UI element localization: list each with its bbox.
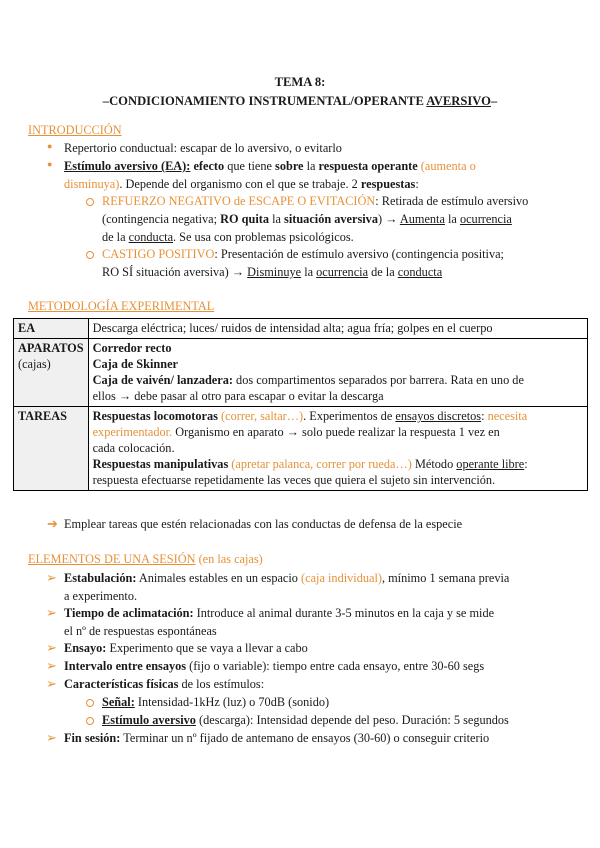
table-row: [14, 339, 588, 407]
intro-sub-2-cont: RO SÍ situación aversiva) → Disminuye la ocurrencia de la conducta: [102, 265, 443, 279]
session-item-4: Intervalo entre ensayos (fijo o variable): tiempo entre cada ensayo, entre 30-60 segs: [64, 659, 485, 673]
aparatos-item-1: Corredor recto: [92, 341, 172, 355]
arrowhead-icon: ➢: [46, 658, 57, 673]
table-row: [14, 407, 588, 491]
session-item-2: Tiempo de aclimatación: Introduce al animal durante 3-5 minutos en la caja y se mide: [64, 606, 495, 620]
session-item-1-cont: a experimento.: [64, 589, 138, 603]
row-text-aparatos: [88, 339, 587, 407]
row-text-ea: Descarga eléctrica; luces/ ruidos de intensidad alta; agua fría; golpes en el cuerpo: [88, 319, 587, 339]
method-table: [13, 318, 588, 491]
intro-sub-1-cont: (contingencia negativa; RO quita la situación aversiva) → Aumenta la ocurrencia: [102, 212, 512, 226]
tareas-line-3: cada colocación.: [92, 441, 175, 455]
bullet-circle: [86, 198, 94, 206]
intro-item-1: Repertorio conductual: escapar de lo aversivo, o evitarlo: [64, 141, 342, 155]
page-title: TEMA 8:: [274, 75, 326, 89]
tareas-line-4: Respuestas manipulativas (apretar palanca, correr por rueda…) Método operante libre:: [92, 457, 528, 471]
bullet-circle: [86, 251, 94, 259]
arrowhead-icon: ➢: [46, 570, 57, 585]
row-text-tareas: [88, 407, 587, 491]
intro-item-2: Estímulo aversivo (EA): efecto que tiene sobre la respuesta operante (aumenta o: [64, 159, 476, 173]
session-heading: ELEMENTOS DE UNA SESIÓN (en las cajas): [28, 552, 263, 566]
tareas-line-5: respuesta efectuarse repetidamente las veces que quiera el sujeto sin intervención.: [92, 473, 496, 487]
aparatos-item-2: Caja de Skinner: [92, 357, 178, 371]
aparatos-sublabel: (cajas): [18, 357, 51, 371]
tareas-line-2: experimentador. Organismo en aparato → solo puede realizar la respuesta 1 vez en: [92, 425, 500, 439]
session-item-2-cont: el nº de respuestas espontáneas: [64, 624, 217, 638]
aparatos-item-3: Caja de vaivén/ lanzadera: dos compartimentos separados por barrera. Rata en uno de: [92, 373, 524, 387]
intro-sub-1-cont2: de la conducta. Se usa con problemas psicológicos.: [102, 230, 354, 244]
row-label-tareas: TAREAS: [14, 407, 89, 491]
arrowhead-icon: ➢: [46, 676, 57, 691]
aparatos-label: APARATOS: [18, 341, 84, 355]
arrow-right-icon: ➔: [47, 516, 58, 531]
bullet-circle: [86, 717, 94, 725]
row-label-ea: EA: [14, 319, 89, 339]
session-item-3: Ensayo: Experimento que se vaya a llevar a cabo: [64, 641, 308, 655]
bullet-dot: ●: [47, 141, 53, 151]
intro-heading: INTRODUCCIÓN: [28, 123, 122, 137]
tareas-line-1: Respuestas locomotoras (correr, saltar…). Experimentos de ensayos discretos: necesita: [92, 409, 528, 423]
bullet-dot: ●: [47, 159, 53, 169]
intro-sub-1: REFUERZO NEGATIVO de ESCAPE O EVITACIÓN: Retirada de estímulo aversivo: [102, 194, 529, 208]
session-sub-2: Estímulo aversivo (descarga): Intensidad depende del peso. Duración: 5 segundos: [102, 713, 509, 727]
method-heading: METODOLOGÍA EXPERIMENTAL: [28, 299, 215, 313]
note-text: Emplear tareas que estén relacionadas con las conductas de defensa de la especie: [64, 517, 463, 531]
table-row: [14, 319, 588, 339]
session-item-1: Estabulación: Animales estables en un espacio (caja individual), mínimo 1 semana previa: [64, 571, 510, 585]
intro-sub-2: CASTIGO POSITIVO: Presentación de estímulo aversivo (contingencia positiva;: [102, 247, 504, 261]
session-sub-1: Señal: Intensidad-1kHz (luz) o 70dB (sonido): [102, 695, 330, 709]
bullet-circle: [86, 699, 94, 707]
session-item-5: Características físicas de los estímulos:: [64, 677, 265, 691]
intro-item-2-cont: disminuya). Depende del organismo con el que se trabaje. 2 respuestas:: [64, 177, 419, 191]
arrowhead-icon: ➢: [46, 605, 57, 620]
page-subtitle: –CONDICIONAMIENTO INSTRUMENTAL/OPERANTE AVERSIVO–: [102, 94, 498, 108]
row-label-aparatos: [14, 339, 89, 407]
session-item-6: Fin sesión: Terminar un nº fijado de antemano de ensayos (30-60) o conseguir criterio: [64, 731, 490, 745]
aparatos-item-3-cont: ellos → debe pasar al otro para escapar o evitar la descarga: [92, 389, 384, 403]
arrowhead-icon: ➢: [46, 640, 57, 655]
arrowhead-icon: ➢: [46, 730, 57, 745]
